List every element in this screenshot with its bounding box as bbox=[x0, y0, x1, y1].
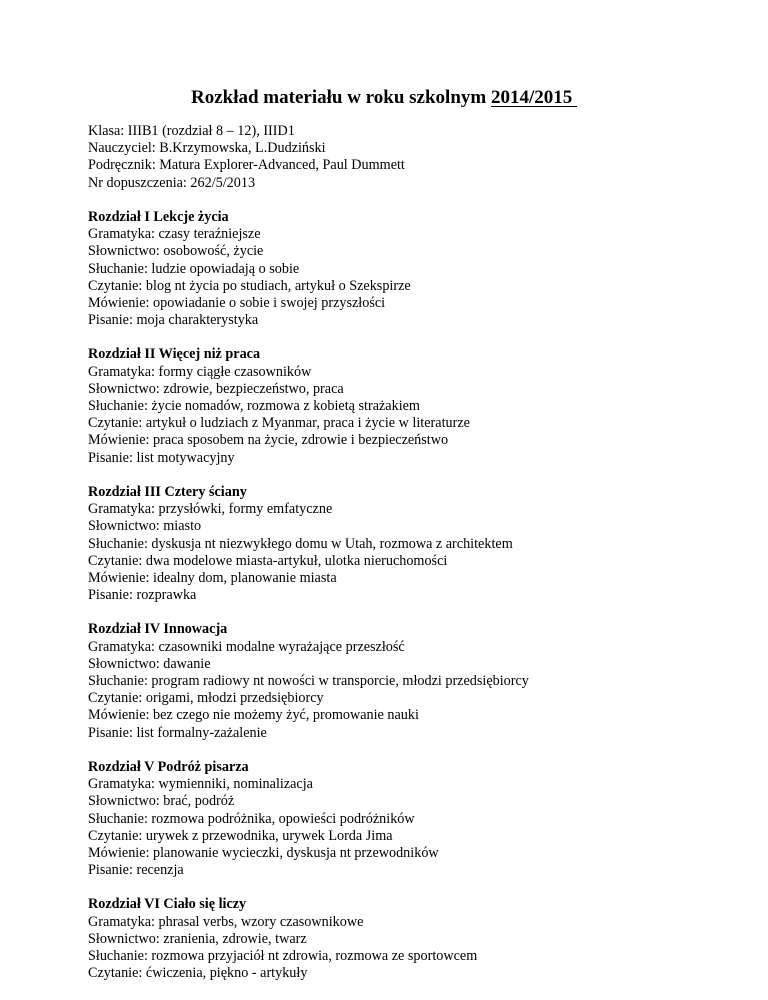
chapter-line: Słuchanie: życie nomadów, rozmowa z kobietą strażakiem bbox=[88, 398, 420, 414]
chapter-6 bbox=[88, 896, 728, 982]
chapter-line: Czytanie: urywek z przewodnika, urywek Lorda Jima bbox=[88, 827, 393, 844]
chapter-line: Mówienie: praca sposobem na życie, zdrowie i bezpieczeństwo bbox=[88, 432, 449, 449]
chapter-line: Mówienie: idealny dom, planowanie miasta bbox=[88, 569, 337, 586]
chapter-line: Słuchanie: ludzie opowiadają o sobie bbox=[88, 260, 300, 277]
document-title bbox=[0, 86, 768, 110]
chapter-line: Słownictwo: zdrowie, bezpieczeństwo, praca bbox=[88, 380, 344, 397]
chapter-line: Czytanie: origami, młodzi przedsiębiorcy bbox=[88, 690, 324, 707]
chapter-3 bbox=[88, 484, 728, 604]
chapter-line: Czytanie: artykuł o ludziach z Myanmar, praca i życie w literaturze bbox=[88, 415, 470, 432]
chapter-2 bbox=[88, 346, 728, 466]
chapter-line: Gramatyka: formy ciągłe czasowników bbox=[88, 363, 312, 380]
chapter-line: Gramatyka: phrasal verbs, wzory czasownikowe bbox=[88, 913, 364, 930]
chapter-title: Rozdział III Cztery ściany bbox=[88, 483, 247, 500]
chapter-line: Słuchanie: rozmowa przyjaciół nt zdrowia, rozmowa ze sportowcem bbox=[88, 948, 478, 964]
chapter-title: Rozdział IV Innowacja bbox=[88, 621, 228, 638]
title-school-year: 2014/2015 bbox=[490, 87, 577, 108]
chapter-line: Gramatyka: przysłówki, formy emfatyczne bbox=[88, 501, 333, 518]
chapter-5 bbox=[88, 759, 728, 879]
chapter-line: Gramatyka: czasy teraźniejsze bbox=[88, 226, 261, 243]
chapter-line: Gramatyka: wymienniki, nominalizacja bbox=[88, 776, 313, 793]
title-text: Rozkład materiału w roku szkolnym bbox=[190, 87, 491, 108]
class-info-block bbox=[88, 123, 728, 192]
chapter-line: Słownictwo: dawanie bbox=[88, 655, 211, 672]
chapter-line: Czytanie: dwa modelowe miasta-artykuł, ulotka nieruchomości bbox=[88, 552, 448, 569]
chapter-line: Pisanie: list motywacyjny bbox=[88, 449, 235, 466]
chapter-line: Gramatyka: czasowniki modalne wyrażające przeszłość bbox=[88, 638, 405, 655]
class-line: Klasa: IIIB1 (rozdział 8 – 12), IIID1 bbox=[88, 123, 295, 139]
chapter-title: Rozdział II Więcej niż praca bbox=[88, 346, 261, 363]
chapter-line: Czytanie: ćwiczenia, piękno - artykuły bbox=[88, 965, 308, 982]
chapter-title: Rozdział VI Ciało się liczy bbox=[88, 896, 247, 913]
chapter-line: Mówienie: planowanie wycieczki, dyskusja nt przewodników bbox=[88, 844, 439, 861]
chapter-4 bbox=[88, 621, 728, 741]
chapter-line: Słownictwo: zranienia, zdrowie, twarz bbox=[88, 930, 307, 947]
chapter-1 bbox=[88, 209, 728, 329]
textbook-line: Podręcznik: Matura Explorer-Advanced, Paul Dummett bbox=[88, 157, 405, 174]
chapter-line: Pisanie: rozprawka bbox=[88, 587, 197, 604]
chapter-line: Pisanie: list formalny-zażalenie bbox=[88, 724, 267, 741]
chapter-line: Słownictwo: miasto bbox=[88, 518, 202, 535]
document-body bbox=[88, 123, 728, 1000]
chapter-line: Słuchanie: rozmowa podróżnika, opowieści podróżników bbox=[88, 810, 415, 827]
chapter-title: Rozdział V Podróż pisarza bbox=[88, 758, 249, 775]
approval-number-line: Nr dopuszczenia: 262/5/2013 bbox=[88, 174, 256, 191]
chapter-line: Mówienie: opowiadanie o sobie i swojej przyszłości bbox=[88, 294, 386, 311]
teacher-line: Nauczyciel: B.Krzymowska, L.Dudziński bbox=[88, 140, 326, 157]
chapter-line: Słownictwo: brać, podróż bbox=[88, 793, 235, 810]
chapter-line: Pisanie: recenzja bbox=[88, 862, 184, 879]
chapter-line: Słuchanie: dyskusja nt niezwykłego domu w Utah, rozmowa z architektem bbox=[88, 535, 513, 552]
chapter-title: Rozdział I Lekcje życia bbox=[88, 208, 229, 225]
chapter-line: Czytanie: blog nt życia po studiach, artykuł o Szekspirze bbox=[88, 277, 411, 294]
chapter-line: Słuchanie: program radiowy nt nowości w transporcie, młodzi przedsiębiorcy bbox=[88, 673, 529, 689]
chapter-line: Słownictwo: osobowość, życie bbox=[88, 243, 264, 260]
chapter-line: Mówienie: bez czego nie możemy żyć, promowanie nauki bbox=[88, 707, 419, 724]
chapter-line: Pisanie: moja charakterystyka bbox=[88, 312, 259, 329]
